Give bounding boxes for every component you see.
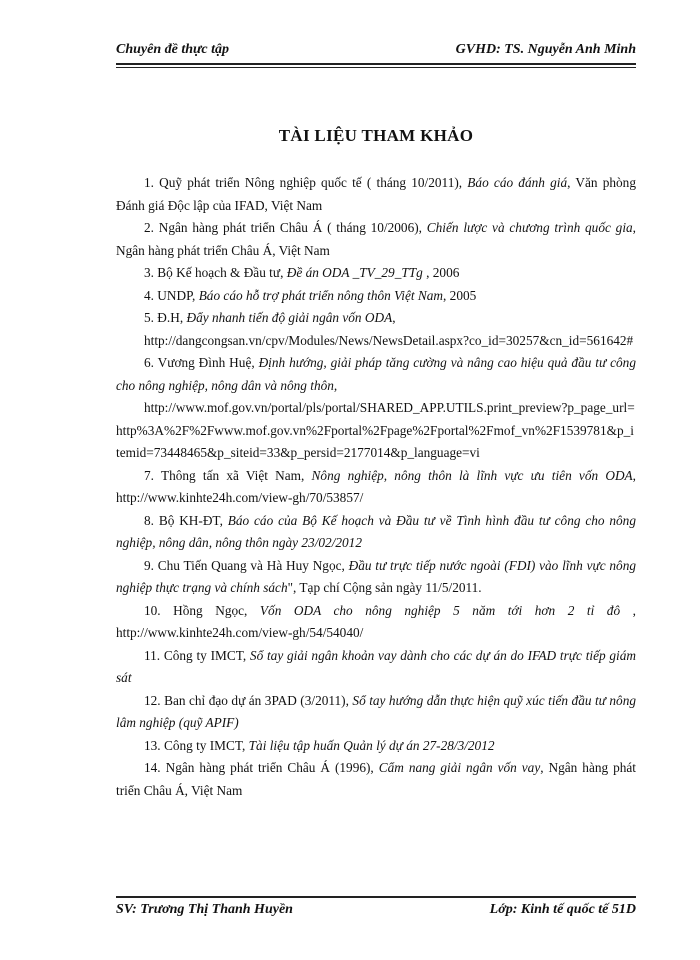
page-header [116, 38, 636, 64]
reference-item: 7. Thông tấn xã Việt Nam, Nông nghiệp, nông thôn là lĩnh vực ưu tiên vốn ODA, http://www.kinhte24h.com/view-gh/70/53857/ [116, 467, 636, 505]
reference-item: 3. Bộ Kế hoạch & Đầu tư, Đề án ODA _TV_29_TTg , 2006 [144, 265, 460, 280]
reference-item: 6. Vương Đình Huệ, Định hướng, giải pháp tăng cường và nâng cao hiệu quả đầu tư công cho nông nghiệp, nông dân và nông thôn, [116, 355, 636, 393]
reference-item: 8. Bộ KH-ĐT, Báo cáo của Bộ Kế hoạch và Đầu tư về Tình hình đầu tư công cho nông nghiệp, nông dân, nông thôn ngày 23/02/2012 [116, 512, 636, 550]
reference-link[interactable]: http://www.mof.gov.vn/portal/pls/portal/SHARED_APP.UTILS.print_preview?p_page_url=http%3A%2F%2Fwww.mof.gov.vn%2Fportal%2Fpage%2Fportal%2Fmof_vn%2F1539781&p_itemid=73448465&p_siteid=33&p_persid=2177014&p_language=vi [116, 400, 635, 460]
footer-rule [116, 896, 636, 898]
reference-item: 9. Chu Tiến Quang và Hà Huy Ngọc, Đầu tư trực tiếp nước ngoài (FDI) vào lĩnh vực nông nghiệp thực trạng và chính sách", Tạp chí Cộng sản ngày 11/5/2011. [116, 557, 636, 595]
reference-item: 5. Đ.H, Đẩy nhanh tiến độ giải ngân vốn ODA, [144, 310, 396, 325]
reference-item: 4. UNDP, Báo cáo hỗ trợ phát triển nông thôn Việt Nam, 2005 [144, 287, 477, 303]
header-topic: Chuyên đề thực tập [116, 42, 230, 57]
header-supervisor: GVHD: TS. Nguyễn Anh Minh [455, 42, 636, 57]
page-footer [116, 900, 636, 922]
footer-student: SV: Trương Thị Thanh Huyền [116, 902, 293, 917]
reference-item: 12. Ban chỉ đạo dự án 3PAD (3/2011), Sổ tay hướng dẫn thực hiện quỹ xúc tiến đầu tư nông lâm nghiệp (quỹ APIF) [116, 692, 636, 730]
reference-item: 13. Công ty IMCT, Tài liệu tập huấn Quản lý dự án 27-28/3/2012 [144, 737, 495, 753]
footer-class: Lớp: Kinh tế quốc tế 51D [489, 902, 636, 917]
reference-item: 1. Quỹ phát triển Nông nghiệp quốc tế ( tháng 10/2011), Báo cáo đánh giá, Văn phòng Đánh giá Độc lập của IFAD, Việt Nam [116, 175, 636, 213]
reference-item: 11. Công ty IMCT, Sổ tay giải ngân khoản vay dành cho các dự án do IFAD trực tiếp giám sát [116, 647, 636, 685]
reference-list [116, 172, 636, 802]
reference-link[interactable]: http://dangcongsan.vn/cpv/Modules/News/NewsDetail.aspx?co_id=30257&cn_id=561642# [144, 332, 634, 348]
header-rule-thin [116, 67, 636, 68]
header-rule [116, 63, 636, 65]
reference-item: 10. Hồng Ngọc, Vốn ODA cho nông nghiệp 5 năm tới hơn 2 tỉ đô , http://www.kinhte24h.com/view-gh/54/54040/ [116, 602, 636, 640]
reference-item: 2. Ngân hàng phát triển Châu Á ( tháng 10/2006), Chiến lược và chương trình quốc gia, Ngân hàng phát triển Châu Á, Việt Nam [116, 220, 636, 258]
page-title: TÀI LIỆU THAM KHẢO [278, 126, 474, 145]
reference-item: 14. Ngân hàng phát triển Châu Á (1996), Cẩm nang giải ngân vốn vay, Ngân hàng phát triển Châu Á, Việt Nam [116, 760, 637, 798]
